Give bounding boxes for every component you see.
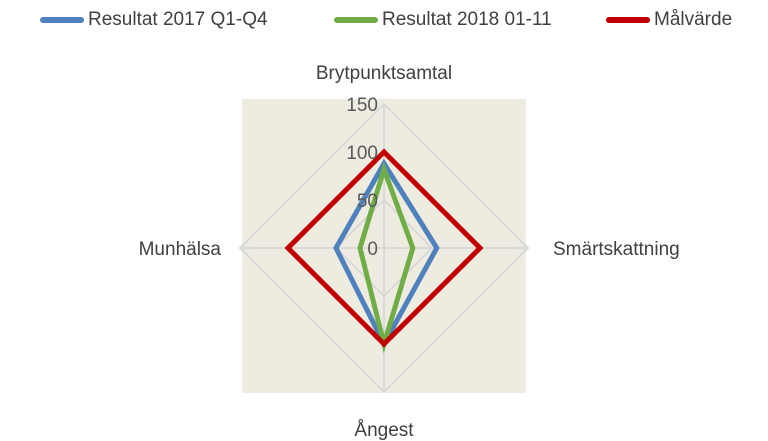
radial-tick-50: 50 [356, 191, 378, 212]
category-label-2: Ångest [354, 420, 414, 441]
category-label-1: Smärtskattning [553, 239, 680, 260]
legend-label-2017: Resultat 2017 Q1-Q4 [88, 9, 268, 30]
legend-label-malvarde: Målvärde [654, 9, 733, 30]
category-label-0: Brytpunktsamtal [315, 63, 453, 84]
radial-tick-100: 100 [346, 143, 378, 164]
radial-tick-150: 150 [346, 95, 378, 116]
category-label-3: Munhälsa [138, 239, 221, 260]
legend-label-2018: Resultat 2018 01-11 [382, 9, 552, 30]
radial-tick-0: 0 [367, 239, 378, 260]
